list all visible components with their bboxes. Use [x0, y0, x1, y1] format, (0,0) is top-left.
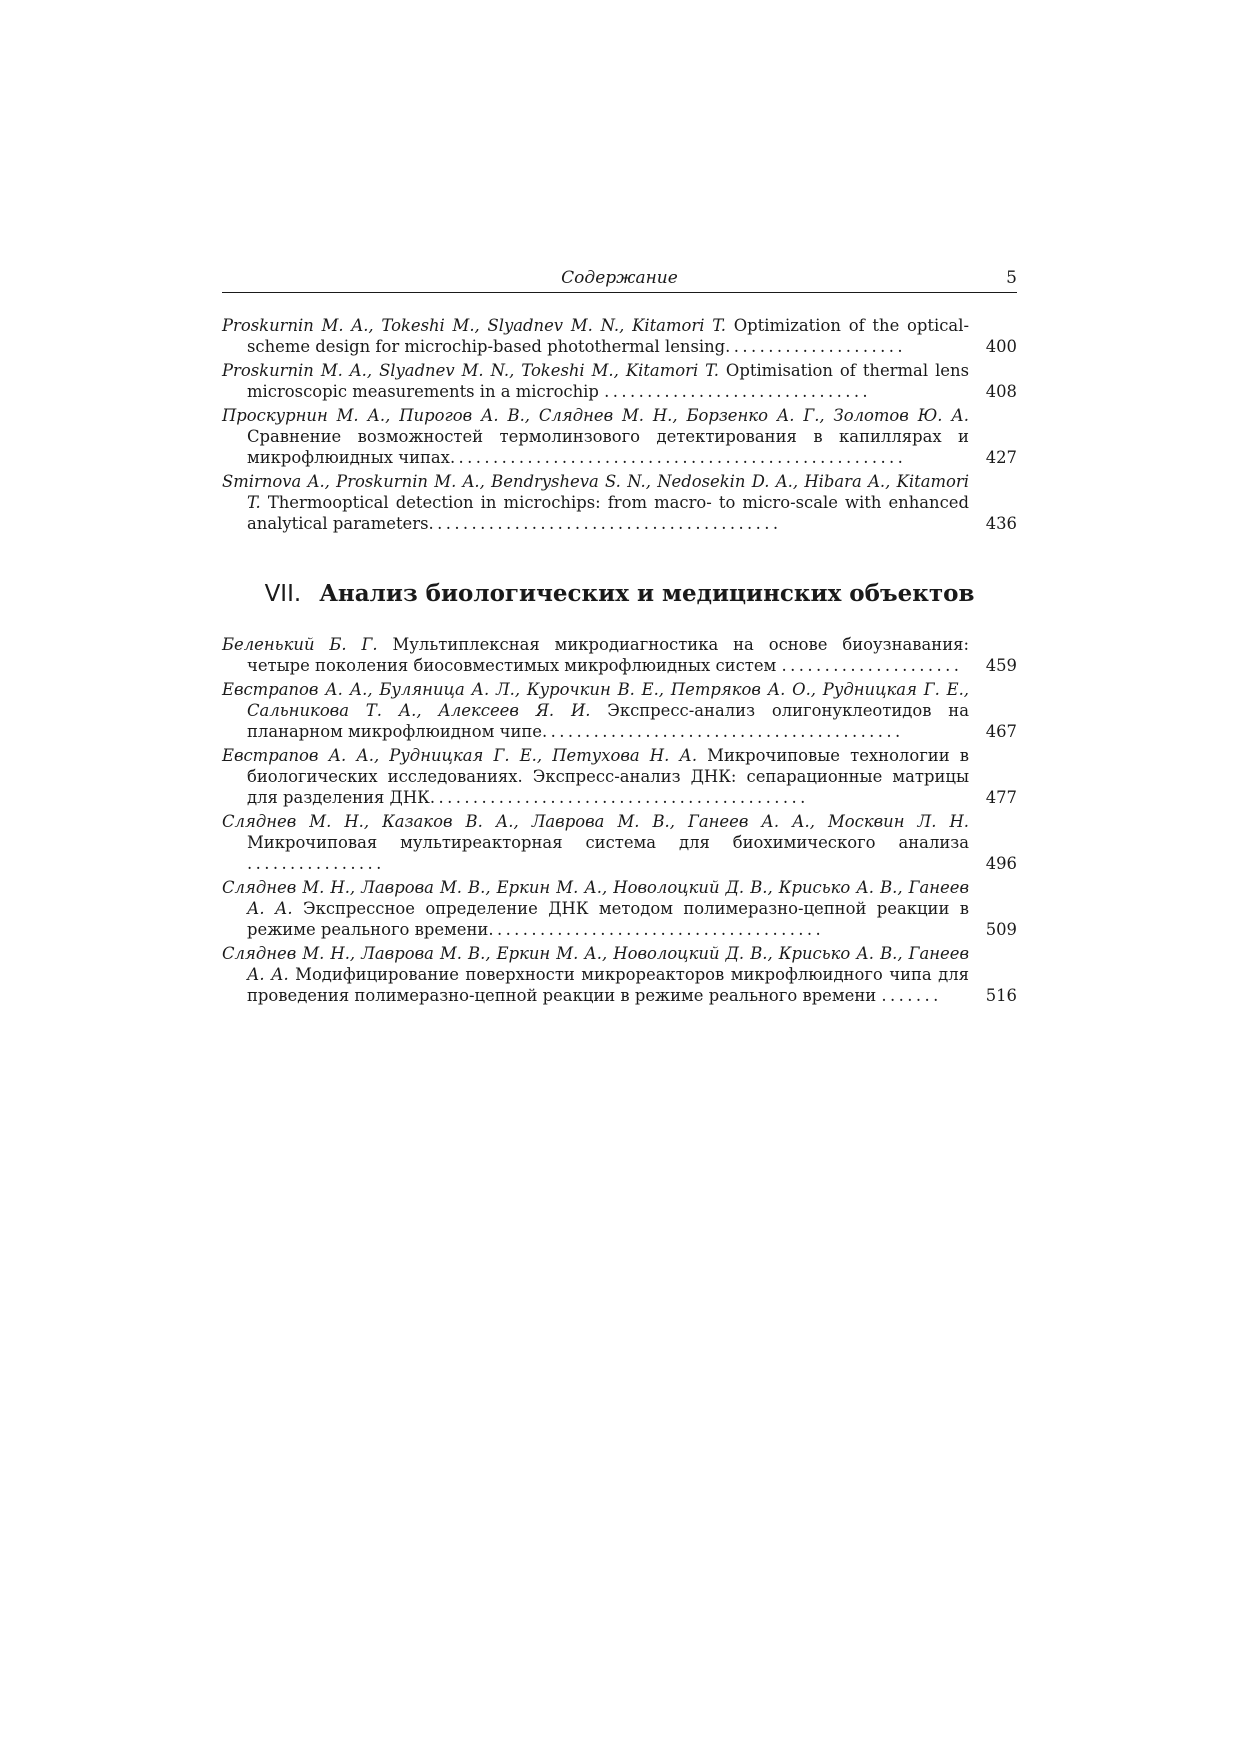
toc-entry-page: 516 — [985, 986, 1017, 1005]
toc-entry-page: 496 — [985, 854, 1017, 873]
toc-entry[interactable] — [222, 679, 1017, 742]
dot-leader: ............................... — [604, 382, 872, 401]
toc-entry-authors: Proskurnin M. A., Slyadnev M. N., Tokeshi M., Kitamori T. — [222, 361, 719, 380]
toc-entry-page: 459 — [985, 656, 1017, 675]
toc-entry-authors: Проскурнин М. А., Пирогов А. В., Сляднев М. Н., Борзенко А. Г., Золотов Ю. А. — [222, 406, 969, 425]
toc-entry-text — [222, 405, 969, 468]
toc-entry-title: Optimization of the optical-scheme design for microchip-based photothermal lensing — [247, 316, 969, 356]
section-heading — [222, 580, 1017, 608]
dot-leader: ......................................... — [428, 514, 782, 533]
toc-entry-page: 477 — [985, 788, 1017, 807]
toc-entry[interactable] — [222, 745, 1017, 808]
toc-entry-title: Мультиплексная микродиагностика на основе биоузнавания: четыре поколения биосовместимых микрофлюидных систем — [247, 635, 970, 675]
toc-entry-title: Микрочиповые технологии в биологических исследованиях. Экспресс-анализ ДНК: сепарационные матрицы для разделения ДНК — [247, 746, 969, 807]
toc-entry-text — [222, 471, 969, 534]
toc-entry-page: 427 — [985, 448, 1017, 467]
toc-entry[interactable] — [222, 877, 1017, 940]
toc-entry-page: 467 — [985, 722, 1017, 741]
toc-entry-title: Optimisation of thermal lens microscopic measurements in a microchip — [247, 361, 969, 401]
toc-entry-authors: Беленький Б. Г. — [222, 635, 378, 654]
toc-entry[interactable] — [222, 471, 1017, 534]
dot-leader: ..................... — [781, 656, 963, 675]
toc-entry-authors: Евстрапов А. А., Буляница А. Л., Курочкин В. Е., Петряков А. О., Рудницкая Г. Е., Сальникова Т. А., Алексеев Я. И. — [222, 680, 969, 720]
dot-leader: ....................................... — [488, 920, 825, 939]
toc-entry-text — [222, 943, 969, 1006]
toc-entry-text — [222, 679, 969, 742]
toc-entry[interactable] — [222, 360, 1017, 402]
toc-entry-page: 436 — [985, 514, 1017, 533]
toc-page — [222, 266, 1017, 1009]
toc-entry-authors: Proskurnin M. A., Tokeshi M., Slyadnev M. N., Kitamori T. — [222, 316, 726, 335]
toc-entry-text — [222, 877, 969, 940]
dot-leader: ....... — [881, 986, 942, 1005]
dot-leader: .......................................... — [542, 722, 904, 741]
running-title: Содержание — [561, 268, 678, 288]
toc-entry-authors: Smirnova A., Proskurnin M. A., Bendrysheva S. N., Nedosekin D. A., Hibara A., Kitamori T. — [222, 472, 969, 512]
toc-entry[interactable] — [222, 943, 1017, 1006]
dot-leader: ............................................ — [429, 788, 809, 807]
toc-entry-text — [222, 634, 969, 676]
toc-entry-text — [222, 811, 969, 874]
section-number: VII. — [264, 581, 302, 607]
toc-entry-page: 400 — [985, 337, 1017, 356]
running-head — [222, 266, 1017, 293]
toc-entry[interactable] — [222, 405, 1017, 468]
toc-entry-page: 509 — [985, 920, 1017, 939]
toc-entry-authors: Евстрапов А. А., Рудницкая Г. Е., Петухова Н. А. — [222, 746, 698, 765]
dot-leader: ................ — [247, 854, 385, 873]
toc-entry[interactable] — [222, 634, 1017, 676]
toc-entry-authors: Сляднев М. Н., Казаков В. А., Лаврова М. В., Ганеев А. А., Москвин Л. Н. — [222, 812, 969, 831]
toc-entries-section — [222, 634, 1017, 1006]
toc-entry-text — [222, 360, 969, 402]
toc-entry-authors: Сляднев М. Н., Лаврова М. В., Еркин М. А., Новолоцкий Д. В., Крисько А. В., Ганеев А. А. — [222, 944, 969, 984]
toc-entry-authors: Сляднев М. Н., Лаврова М. В., Еркин М. А., Новолоцкий Д. В., Крисько А. В., Ганеев А. А. — [222, 878, 969, 918]
toc-entry-title: Экспресс-анализ олигонуклеотидов на планарном микрофлюидном чипе — [247, 701, 969, 741]
page-number: 5 — [1006, 268, 1017, 288]
toc-entry-page: 408 — [985, 382, 1017, 401]
dot-leader: ..................... — [725, 337, 906, 356]
section-title: Анализ биологических и медицинских объектов — [319, 580, 975, 607]
toc-entry[interactable] — [222, 315, 1017, 357]
toc-entry-title: Микрочиповая мультиреакторная система для биохимического анализа — [247, 833, 969, 852]
dot-leader: ..................................................... — [449, 448, 907, 467]
toc-entry-title: Экспрессное определение ДНК методом полимеразно-цепной реакции в режиме реального времени — [247, 899, 969, 939]
toc-entry-text — [222, 315, 969, 357]
toc-entry-title: Сравнение возможностей термолинзового детектирования в капиллярах и микрофлюидных чипах — [247, 427, 969, 467]
toc-entry-title: Модифицирование поверхности микрореакторов микрофлюидного чипа для проведения полимеразно-цепной реакции в режиме реального времени — [247, 965, 969, 1005]
toc-entry[interactable] — [222, 811, 1017, 874]
toc-entry-title: Thermooptical detection in microchips: from macro- to micro-scale with enhanced analytical parameters — [247, 493, 969, 533]
toc-entry-text — [222, 745, 969, 808]
toc-entries-top — [222, 315, 1017, 534]
